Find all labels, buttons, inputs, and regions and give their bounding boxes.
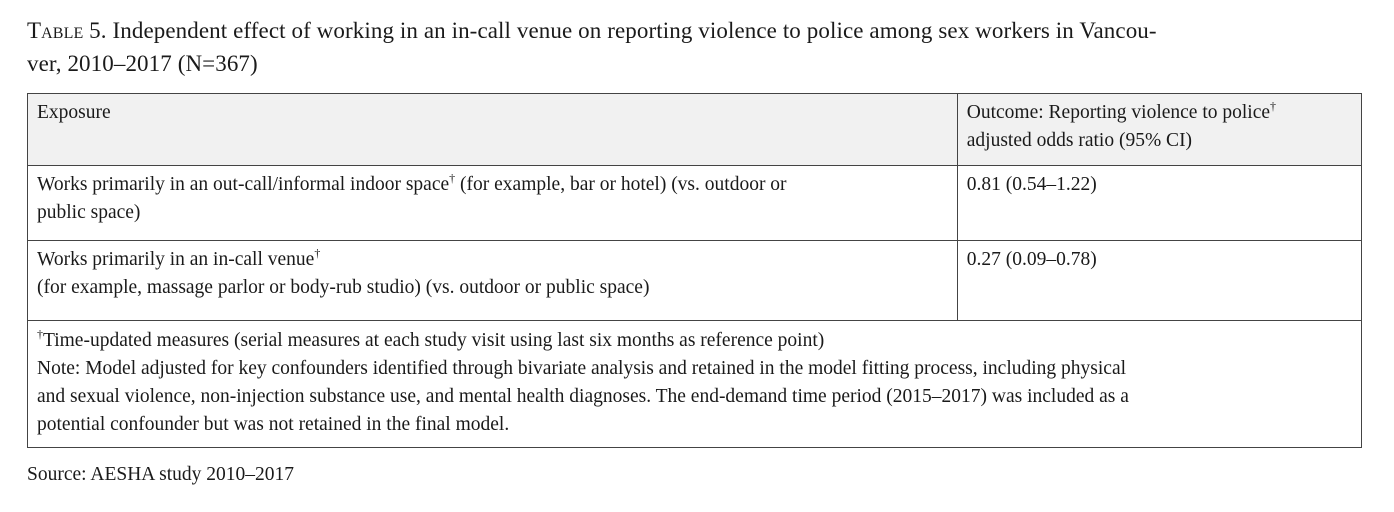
header-outcome-line1	[967, 99, 1352, 127]
table-row	[28, 241, 1362, 321]
aor-value: 0.27 (0.09–0.78)	[966, 249, 1097, 270]
dagger-mark: †	[449, 171, 456, 185]
model-note-line3: potential confounder but was not retained in the final model.	[37, 414, 510, 435]
model-note-line1: Note: Model adjusted for key confounders identified through bivariate analysis and retained in the model fitting process, including physical	[37, 358, 1127, 379]
dagger-footnote-text: Time-updated measures (serial measures at each study visit using last six months as reference point)	[43, 330, 825, 351]
results-table	[27, 93, 1362, 448]
source-note: Source: AESHA study 2010–2017	[27, 464, 295, 485]
exposure-line1	[37, 171, 948, 199]
table-caption	[27, 14, 1367, 80]
exposure-cell	[28, 166, 958, 241]
exposure-cell	[28, 241, 958, 321]
aor-cell	[957, 241, 1361, 321]
aor-cell	[957, 166, 1361, 241]
dagger-mark: †	[1270, 99, 1277, 113]
dagger-mark: †	[314, 246, 321, 260]
table-header-row	[28, 94, 1362, 166]
header-outcome-text: Outcome: Reporting violence to police	[966, 102, 1271, 123]
dagger-mark: †	[37, 327, 43, 341]
table-row	[28, 166, 1362, 241]
exposure-text-rest: (for example, bar or hotel) (vs. outdoor or	[455, 174, 787, 195]
exposure-text: Works primarily in an in-call venue	[37, 249, 315, 270]
table-notes-row	[28, 321, 1362, 448]
table-title: Independent effect of working in an in-call venue on reporting violence to police among sex workers in Vancou-	[112, 18, 1157, 43]
dagger-footnote	[37, 327, 1352, 355]
table-notes	[28, 321, 1362, 448]
aor-value: 0.81 (0.54–1.22)	[966, 174, 1097, 195]
exposure-line2: public space)	[37, 202, 141, 223]
header-exposure-label: Exposure	[37, 102, 111, 123]
exposure-line2: (for example, massage parlor or body-rub studio) (vs. outdoor or public space)	[37, 277, 650, 298]
exposure-text: Works primarily in an out-call/informal indoor space	[37, 174, 450, 195]
header-outcome	[957, 94, 1361, 166]
header-exposure	[28, 94, 958, 166]
header-outcome-line2: adjusted odds ratio (95% CI)	[966, 130, 1193, 151]
table-title-continued: ver, 2010–2017 (N=367)	[27, 51, 258, 76]
table-label: Table 5.	[27, 18, 107, 43]
exposure-line1	[37, 246, 948, 274]
model-note-line2: and sexual violence, non-injection substance use, and mental health diagnoses. The end-demand time period (2015–2017) was included as a	[37, 386, 1129, 407]
